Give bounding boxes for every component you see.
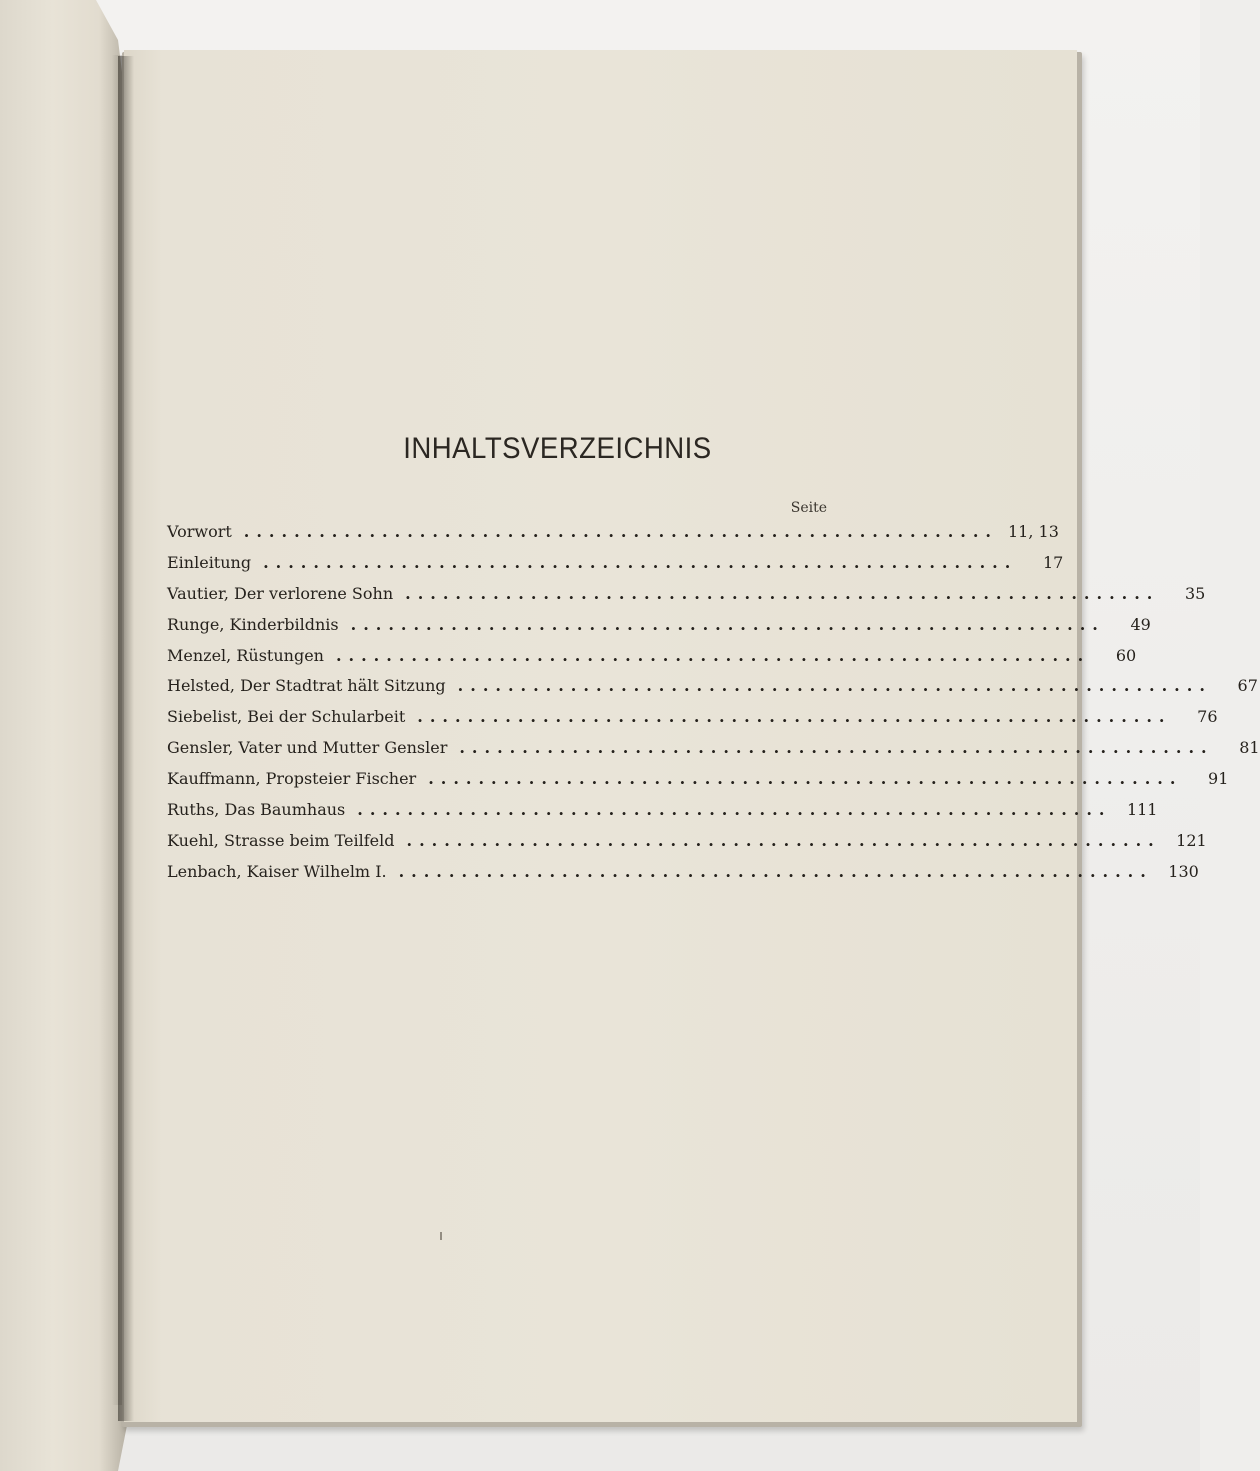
toc-title: INHALTSVERZEICHNIS: [403, 432, 712, 465]
toc-entry-label: Vautier, Der verlorene Sohn: [167, 583, 394, 603]
dot-leader: ............................................................: [357, 800, 1112, 820]
toc-entry-label: Einleitung: [167, 552, 252, 572]
toc-entry-page: 111: [1126, 800, 1158, 820]
toc-entry: [167, 583, 1206, 615]
toc-entry: [167, 707, 1218, 738]
toc-entry-label: Ruths, Das Baumhaus: [167, 800, 346, 820]
toc-entry-page: 130: [1168, 861, 1199, 881]
toc-entry: [167, 738, 1260, 769]
toc-entry: [167, 614, 1151, 646]
toc-entry-page: 35: [1184, 583, 1206, 603]
toc-entry-label: Kuehl, Strasse beim Teilfeld: [167, 830, 395, 850]
toc-entry-label: Runge, Kinderbildnis: [167, 614, 339, 634]
dot-leader: ............................................................: [335, 645, 1091, 665]
toc-entry: [167, 861, 1199, 893]
toc-entry-page: 60: [1115, 645, 1137, 665]
toc-entry-label: Vorwort: [167, 522, 232, 541]
toc-entry-page: 17: [1042, 552, 1064, 572]
toc-entry: [167, 645, 1137, 677]
toc-entry: [167, 769, 1229, 800]
toc-entry-label: Siebelist, Bei der Schularbeit: [167, 707, 406, 727]
toc-entry-label: Helsted, Der Stadtrat hält Sitzung: [167, 676, 446, 696]
dot-leader: ............................................................: [457, 676, 1212, 696]
toc-entry-page: 81: [1239, 738, 1260, 758]
dot-leader: ............................................................: [406, 830, 1161, 850]
dot-leader: ............................................................: [417, 707, 1172, 727]
toc-entry-page: 121: [1176, 830, 1207, 850]
dot-leader: ............................................................: [459, 738, 1214, 758]
page-column-label: Seite: [790, 500, 827, 516]
dot-leader: ............................................................: [428, 769, 1183, 789]
dot-leader: ............................................................: [398, 861, 1153, 881]
toc-entry-label: Lenbach, Kaiser Wilhelm I.: [167, 861, 387, 881]
toc-entry-page: 11, 13: [1008, 522, 1059, 541]
toc-entry-page: 67: [1237, 676, 1258, 696]
toc-entry-label: Kauffmann, Propsteier Fischer: [167, 769, 417, 789]
toc-entry: [167, 830, 1207, 862]
toc-entry: [167, 676, 1258, 707]
toc-list: [167, 522, 1260, 893]
dot-leader: ............................................................: [263, 552, 1018, 572]
toc-entry-label: Gensler, Vater und Mutter Gensler: [167, 738, 448, 758]
toc-entry: [167, 552, 1064, 584]
dot-leader: ............................................................: [405, 583, 1160, 603]
toc-entry-label: Menzel, Rüstungen: [167, 645, 324, 665]
dot-leader: ............................................................: [350, 614, 1105, 634]
page-mark: [440, 1232, 442, 1240]
toc-entry-page: 91: [1208, 769, 1229, 789]
toc-entry-page: 76: [1197, 707, 1218, 727]
toc-entry: [167, 522, 1059, 553]
toc-entry-page: 49: [1130, 614, 1151, 634]
toc-entry: [167, 800, 1158, 831]
dot-leader: ............................................................: [243, 522, 998, 541]
